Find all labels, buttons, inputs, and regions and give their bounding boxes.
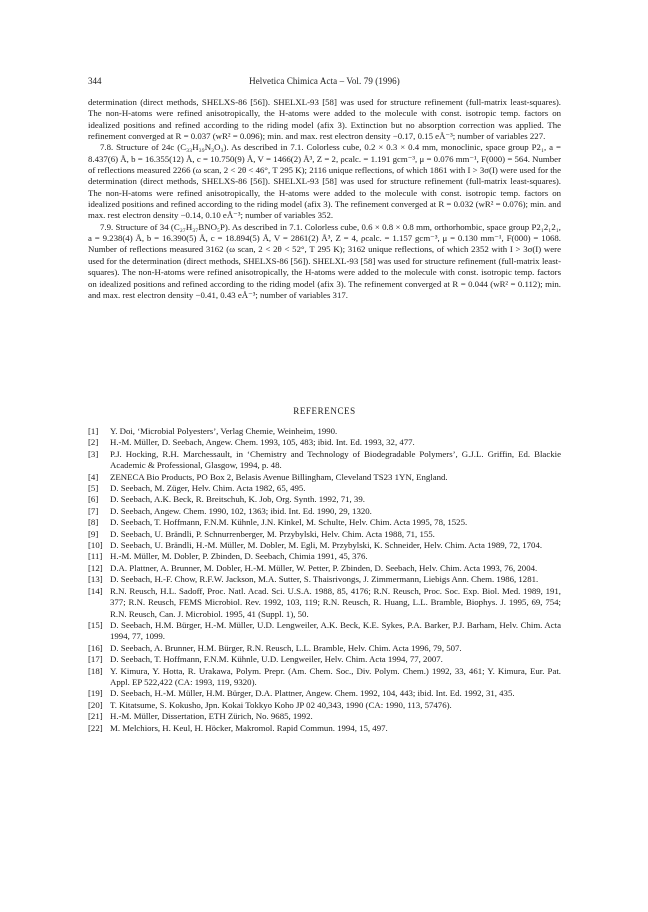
reference-number: [17] xyxy=(88,654,103,665)
reference-text: D. Seebach, U. Brändli, P. Schnurrenberger, M. Przybylski, Helv. Chim. Acta 1988, 71, 155. xyxy=(110,528,435,539)
reference-item xyxy=(88,472,561,483)
reference-item xyxy=(88,540,561,551)
reference-item xyxy=(88,506,561,517)
reference-item xyxy=(88,449,561,472)
reference-text: Y. Kimura, Y. Hotta, R. Urakawa, Polym. Prepr. (Am. Chem. Soc., Div. Polym. Chem.) 1992, 33, 461; Y. Kimura, Eur. Pat. Appl. EP 522,422 (CA: 1993, 119, 9320). xyxy=(110,665,561,687)
reference-text: D. Seebach, Angew. Chem. 1990, 102, 1363; ibid. Int. Ed. 1990, 29, 1320. xyxy=(110,505,372,516)
reference-number: [20] xyxy=(88,699,103,710)
reference-text: R.N. Reusch, H.L. Sadoff, Proc. Natl. Acad. Sci. U.S.A. 1988, 85, 4176; R.N. Reusch, Proc. Soc. Exp. Biol. Med. 1989, 191, 377; R.N. Reusch, FEMS Microbiol. Rev. 1992, 103, 119; R.N. Reusch, R. Huang, L.L. Bramble, Biophys. J. 1995, 69, 754; R.N. Reusch, Can. J. Microbiol. 1995, 41 (Suppl. 1), 50. xyxy=(110,585,561,619)
reference-number: [9] xyxy=(88,528,99,539)
reference-text: T. Kitatsume, S. Kokusho, Jpn. Kokai Tokkyo Koho JP 02 40,343, 1990 (CA: 1990, 113, 57476). xyxy=(110,699,452,710)
reference-item xyxy=(88,551,561,562)
reference-item xyxy=(88,529,561,540)
reference-text: H.-M. Müller, D. Seebach, Angew. Chem. 1993, 105, 483; ibid. Int. Ed. 1993, 32, 477. xyxy=(110,437,415,448)
reference-item xyxy=(88,494,561,505)
references-list xyxy=(88,426,561,734)
reference-item xyxy=(88,563,561,574)
reference-text: D. Seebach, T. Hoffmann, F.N.M. Kühnle, J.N. Kinkel, M. Schulte, Helv. Chim. Acta 1995, 78, 1525. xyxy=(110,517,468,528)
reference-text: M. Melchiors, H. Keul, H. Höcker, Makromol. Rapid Commun. 1994, 15, 497. xyxy=(110,722,388,733)
reference-item xyxy=(88,620,561,643)
reference-item xyxy=(88,483,561,494)
reference-item xyxy=(88,426,561,437)
paragraph-structure-24c: 7.8. Structure of 24c (C₃₃H₃₉N₃O₃). As described in 7.1. Colorless cube, 0.2 × 0.3 × 0.4 mm, monoclinic, space group P2₁, a = 8.437(6) Å, b = 16.355(12) Å, c = 10.750(9) Å, V = 1466(2) Å³, Z = 2, ρcalc. = 1.191 gcm⁻³, μ = 0.076 mm⁻¹, F(000) = 564. Number of reflections measured 2266 (ω scan, 2 < 2θ < 46°, T 295 K); 2116 unique reflections, of which 1861 with I > 3σ(I) were used for the determination (direct methods, SHELXS-86 [56]). SHELXL-93 [58] was used for structure refinement (full-matrix least-squares). The non-H-atoms were refined anisotropically, the H-atoms were added to the molecule with const. isotropic temp. factors on idealized positions and refined according to the riding model (afix 3). The refinement converged at R = 0.032 (wR² = 0.076); min. and max. rest electron density −0.14, 0.10 eÅ⁻³; number of variables 352. xyxy=(88,142,561,221)
reference-number: [7] xyxy=(88,505,99,516)
reference-item xyxy=(88,437,561,448)
reference-number: [16] xyxy=(88,642,103,653)
paragraph-refinement-continued: determination (direct methods, SHELXS-86 [56]). SHELXL-93 [58] was used for structure refinement (full-matrix least-squares). The non-H-atoms were refined anisotropically, the H-atoms were added to the molecule with const. isotropic temp. factors on idealized positions and refined according to the riding model (afix 3). Extinction but no absorption correction was applied. The refinement converged at R = 0.037 (wR² = 0.096); min. and max. rest electron density −0.17, 0.15 eÅ⁻³; number of variables 227. xyxy=(88,97,561,142)
reference-text: D. Seebach, H.-F. Chow, R.F.W. Jackson, M.A. Sutter, S. Thaisrivongs, J. Zimmermann, Liebigs Ann. Chem. 1986, 1281. xyxy=(110,574,539,585)
reference-item xyxy=(88,666,561,689)
reference-text: D. Seebach, M. Züger, Helv. Chim. Acta 1982, 65, 495. xyxy=(110,483,306,494)
reference-number: [21] xyxy=(88,711,103,722)
reference-number: [4] xyxy=(88,471,99,482)
reference-text: D. Seebach, T. Hoffmann, F.N.M. Kühnle, U.D. Lengweiler, Helv. Chim. Acta 1994, 77, 2007. xyxy=(110,654,443,665)
reference-number: [22] xyxy=(88,722,103,733)
reference-item xyxy=(88,700,561,711)
page-number: 344 xyxy=(88,76,102,86)
running-head: Helvetica Chimica Acta – Vol. 79 (1996) xyxy=(249,76,400,86)
body-text xyxy=(88,97,561,301)
reference-number: [11] xyxy=(88,551,103,562)
reference-number: [1] xyxy=(88,426,99,436)
reference-text: D. Seebach, U. Brändli, H.-M. Müller, M. Dobler, M. Egli, M. Przybylski, K. Schneider, Helv. Chim. Acta 1989, 72, 1704. xyxy=(110,540,543,551)
reference-text: ZENECA Bio Products, PO Box 2, Belasis Avenue Billingham, Cleveland TS23 1YN, England. xyxy=(110,471,448,482)
reference-item xyxy=(88,723,561,734)
reference-text: H.-M. Müller, Dissertation, ETH Zürich, No. 9685, 1992. xyxy=(110,711,313,722)
reference-number: [2] xyxy=(88,437,99,448)
reference-item xyxy=(88,574,561,585)
reference-text: D. Seebach, A.K. Beck, R. Breitschuh, K. Job, Org. Synth. 1992, 71, 39. xyxy=(110,494,365,505)
reference-item xyxy=(88,517,561,528)
reference-text: D. Seebach, H.M. Bürger, H.-M. Müller, U.D. Lengweiler, A.K. Beck, K.E. Sykes, P.A. Barker, P.J. Barham, Helv. Chim. Acta 1994, 77, 1099. xyxy=(110,619,561,642)
reference-item xyxy=(88,688,561,699)
reference-number: [19] xyxy=(88,688,103,699)
reference-text: P.J. Hocking, R.H. Marchessault, in ‘Chemistry and Technology of Biodegradable Polymers’, G.J.L. Griffin, Ed. Blackie Academic & Professional, Glasgow, 1994, p. 48. xyxy=(110,448,561,471)
reference-number: [10] xyxy=(88,540,103,551)
reference-number: [13] xyxy=(88,574,103,585)
reference-item xyxy=(88,586,561,620)
reference-number: [15] xyxy=(88,619,103,630)
reference-number: [12] xyxy=(88,562,103,573)
reference-text: D. Seebach, H.-M. Müller, H.M. Bürger, D.A. Plattner, Angew. Chem. 1992, 104, 443; ibid. Int. Ed. 1992, 31, 435. xyxy=(110,688,515,699)
page-header xyxy=(88,76,561,88)
reference-item xyxy=(88,711,561,722)
reference-number: [18] xyxy=(88,665,103,676)
reference-item xyxy=(88,654,561,665)
reference-text: D. Seebach, A. Brunner, H.M. Bürger, R.N. Reusch, L.L. Bramble, Helv. Chim. Acta 1996, 79, 507. xyxy=(110,642,462,653)
reference-number: [6] xyxy=(88,494,99,505)
reference-text: D.A. Plattner, A. Brunner, M. Dobler, H.-M. Müller, W. Petter, P. Zbinden, D. Seebach, Helv. Chim. Acta 1993, 76, 2004. xyxy=(110,562,538,573)
reference-number: [14] xyxy=(88,585,103,596)
reference-number: [8] xyxy=(88,517,99,528)
reference-number: [5] xyxy=(88,483,99,494)
paragraph-structure-34: 7.9. Structure of 34 (C₂₇H₃₇BNO₅P). As described in 7.1. Colorless cube, 0.6 × 0.8 × 0.8 mm, orthorhombic, space group P2₁2₁2₁, a = 9.238(4) Å, b = 16.390(5) Å, c = 18.894(5) Å, V = 2861(2) Å³, Z = 4, ρcalc. = 1.157 gcm⁻³, μ = 0.130 mm⁻¹, F(000) = 1068. Number of reflections measured 3162 (ω scan, 2 < 2θ < 52°, T 295 K); 3162 unique reflections, of which 2352 with I > 3σ(I) were used for the determination (direct methods, SHELXS-86 [56]). SHELXL-93 [58] was used for structure refinement (full-matrix least-squares). The non-H-atoms were refined anisotropically, the H-atoms were added to the molecule with const. isotropic temp. factors on idealized positions and refined according to the riding model (afix 3). The refinement converged at R = 0.044 (wR² = 0.112); min. and max. rest electron density −0.41, 0.43 eÅ⁻³; number of variables 317. xyxy=(88,221,561,300)
reference-text: Y. Doi, ‘Microbial Polyesters’, Verlag Chemie, Weinheim, 1990. xyxy=(110,426,338,436)
reference-item xyxy=(88,643,561,654)
reference-number: [3] xyxy=(88,448,99,459)
references-heading: REFERENCES xyxy=(293,406,356,416)
reference-text: H.-M. Müller, M. Dobler, P. Zbinden, D. Seebach, Chimia 1991, 45, 376. xyxy=(110,551,368,562)
